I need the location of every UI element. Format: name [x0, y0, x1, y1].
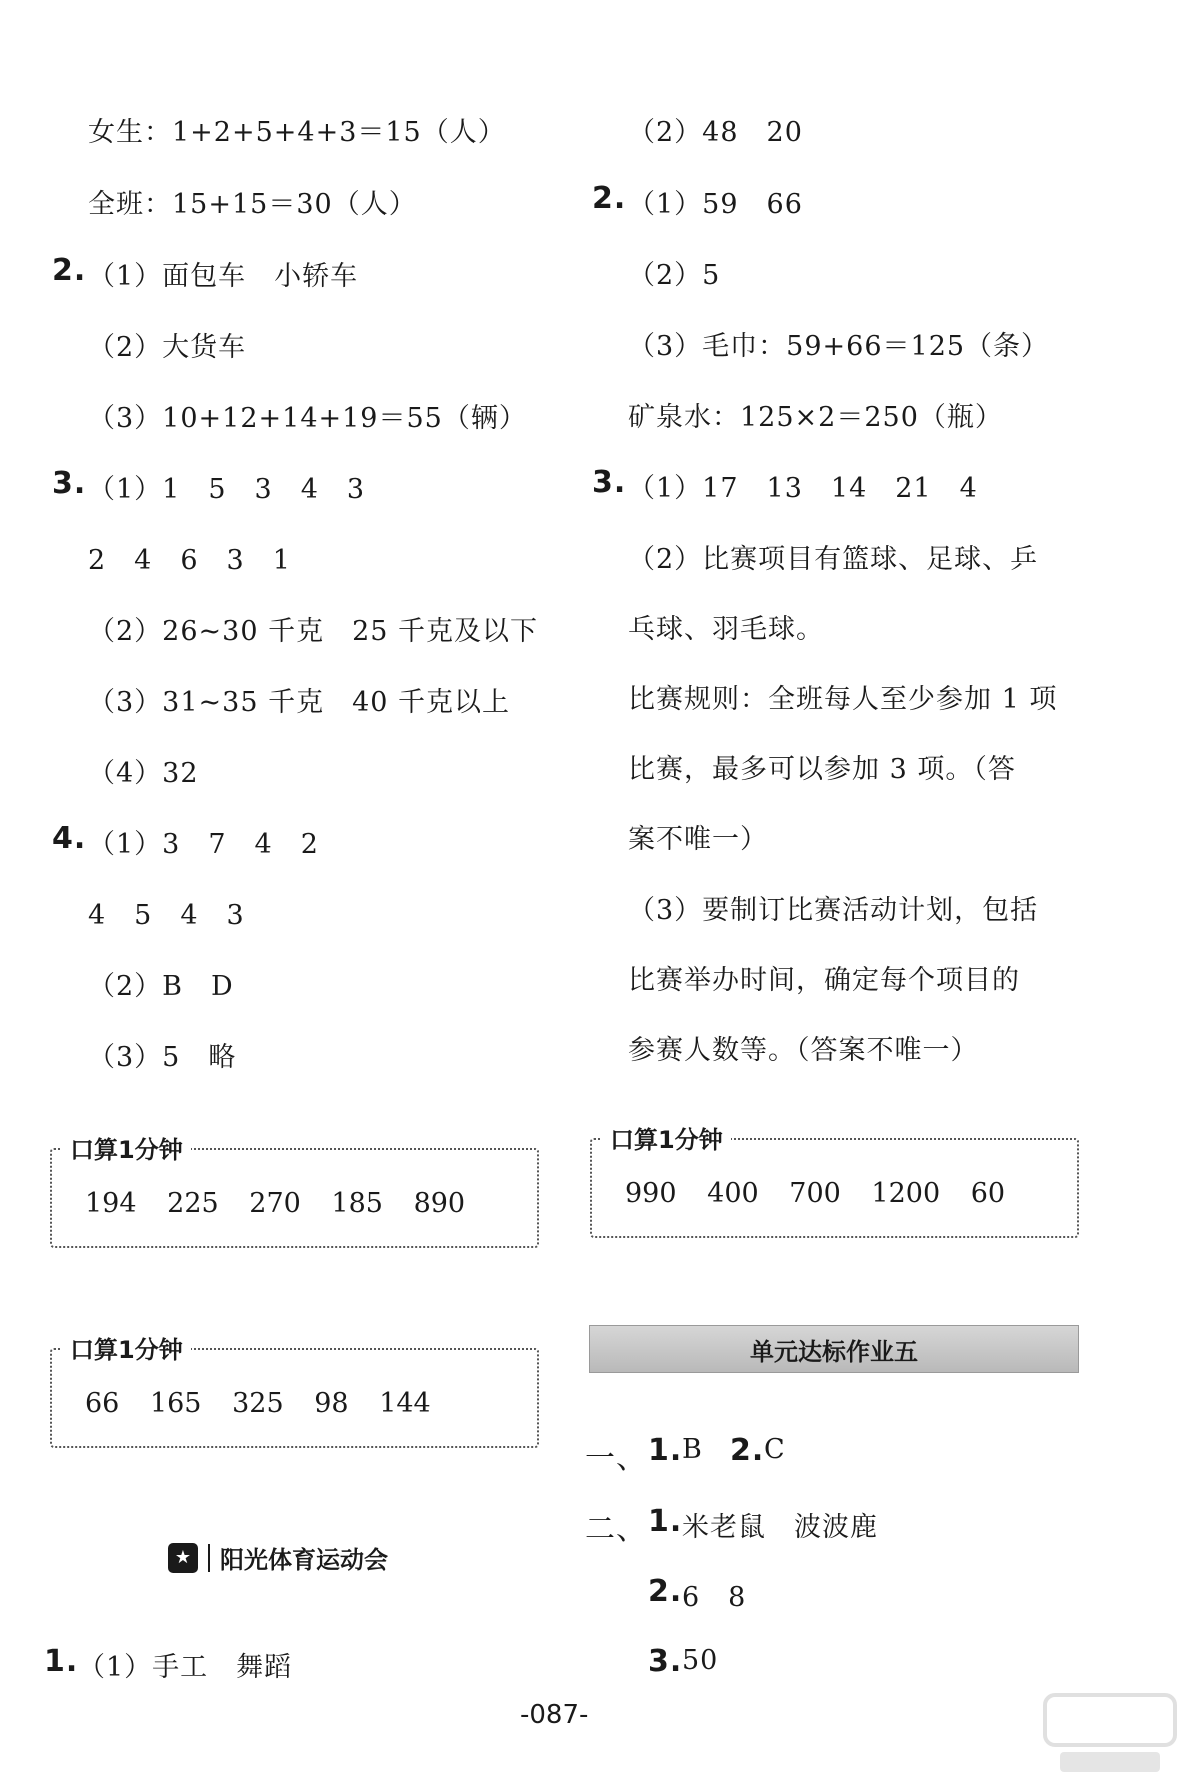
- text-line: 比赛规则：全班每人至少参加 1 项: [628, 684, 1058, 715]
- text-line: （3）毛巾：59+66＝125（条）: [628, 331, 1050, 362]
- text-line: 4 5 4 3: [88, 900, 245, 931]
- section-heading: [168, 1540, 388, 1575]
- text-line: （2）大货车: [88, 332, 247, 363]
- text-line: 6 8: [682, 1582, 747, 1613]
- text-line: B: [682, 1434, 703, 1465]
- text-line: 比赛，最多可以参加 3 项。（答: [628, 754, 1016, 785]
- text-line: 参赛人数等。（答案不唯一）: [628, 1035, 979, 1066]
- answer-value: 1200: [871, 1178, 941, 1209]
- text-line: 比赛举办时间，确定每个项目的: [628, 965, 1020, 996]
- question-number: 3.: [52, 466, 87, 501]
- answer-value: 990: [625, 1178, 677, 1209]
- text-line: （2）比赛项目有篮球、足球、乒: [628, 544, 1039, 575]
- answer-value: 225: [167, 1188, 219, 1219]
- answer-value: 325: [232, 1388, 284, 1419]
- text-line: 案不唯一）: [628, 824, 768, 855]
- question-number: 2.: [648, 1574, 683, 1609]
- text-line: （2）26~30 千克 25 千克及以下: [88, 616, 539, 647]
- question-number: 1.: [44, 1644, 79, 1679]
- question-number: 2.: [52, 253, 87, 288]
- unit-banner: [589, 1325, 1079, 1373]
- text-line: C: [764, 1434, 786, 1465]
- text-line: （2）5: [628, 260, 721, 291]
- text-line: （3）31~35 千克 40 千克以上: [88, 687, 511, 718]
- text-line: （2）48 20: [628, 117, 803, 148]
- answer-value: 66: [85, 1388, 120, 1419]
- answer-value: 165: [149, 1388, 202, 1419]
- answer-value: 98: [314, 1388, 349, 1419]
- text-line: 矿泉水：125×2＝250（瓶）: [628, 402, 1003, 433]
- answer-value: 400: [707, 1178, 759, 1209]
- text-line: （1）面包车 小轿车: [88, 261, 359, 292]
- text-line: 全班：15+15＝30（人）: [88, 189, 417, 220]
- text-line: （1）1 5 3 4 3: [88, 474, 366, 505]
- text-line: （3）5 略: [88, 1042, 237, 1073]
- question-number: 2.: [592, 181, 627, 216]
- text-line: 乓球、羽毛球。: [628, 614, 824, 645]
- question-number: 1.: [648, 1504, 683, 1539]
- mental-math-title: 口算1分钟: [62, 1130, 191, 1165]
- text-line: 50: [682, 1645, 719, 1676]
- text-line: 女生：1+2+5+4+3＝15（人）: [88, 117, 506, 148]
- text-line: （2）B D: [88, 971, 234, 1002]
- unit-title: 单元达标作业五: [750, 1337, 918, 1366]
- text-line: （3）要制订比赛活动计划，包括: [628, 895, 1039, 926]
- question-number: 2.: [730, 1433, 765, 1468]
- question-number: 3.: [592, 465, 627, 500]
- text-line: （3）10+12+14+19＝55（辆）: [88, 403, 527, 434]
- text-line: （1）手工 舞蹈: [78, 1652, 293, 1683]
- answer-value: 700: [789, 1178, 841, 1209]
- answer-value: 194: [85, 1188, 137, 1219]
- star-icon: ★: [168, 1543, 198, 1573]
- mental-math-values: [85, 1388, 453, 1419]
- mental-math-values: [85, 1188, 487, 1219]
- question-number: 1.: [648, 1433, 683, 1468]
- heading-divider: [208, 1544, 210, 1572]
- part-label: 二、: [585, 1512, 647, 1547]
- text-line: （1）3 7 4 2: [88, 829, 319, 860]
- answer-value: 144: [379, 1388, 431, 1419]
- text-line: （4）32: [88, 758, 199, 789]
- answer-value: 60: [970, 1178, 1006, 1209]
- section-title: 阳光体育运动会: [220, 1546, 388, 1574]
- page-number: -087-: [520, 1700, 589, 1730]
- mental-math-values: [625, 1178, 1027, 1209]
- text-line: 米老鼠 波波鹿: [682, 1512, 878, 1543]
- text-line: 2 4 6 3 1: [88, 545, 291, 576]
- watermark-logo-icon: [1040, 1690, 1180, 1780]
- mental-math-title: 口算1分钟: [602, 1120, 731, 1155]
- answer-value: 270: [249, 1188, 301, 1219]
- text-line: （1）59 66: [628, 189, 803, 220]
- question-number: 3.: [648, 1644, 683, 1679]
- text-line: （1）17 13 14 21 4: [628, 473, 978, 504]
- mental-math-title: 口算1分钟: [62, 1330, 191, 1365]
- part-label: 一、: [585, 1441, 647, 1476]
- question-number: 4.: [52, 821, 87, 856]
- answer-value: 185: [331, 1188, 383, 1219]
- answer-value: 890: [413, 1188, 466, 1219]
